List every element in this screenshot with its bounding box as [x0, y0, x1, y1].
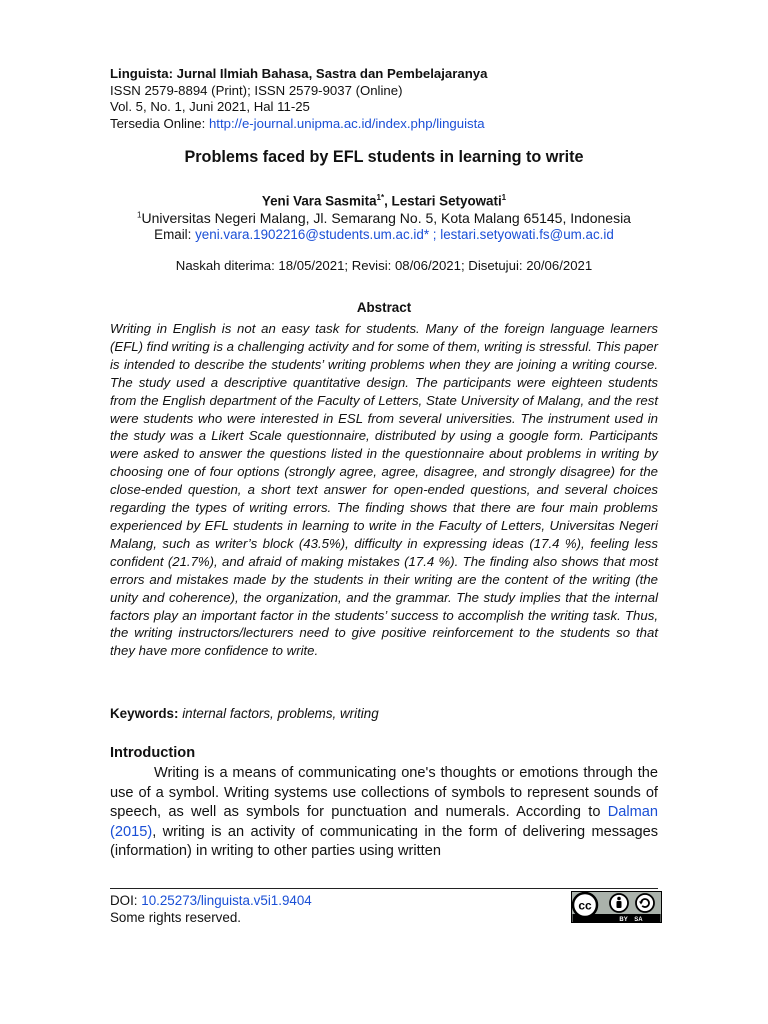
- footer-doi: [110, 892, 312, 926]
- affiliation-mark: 1: [137, 210, 142, 220]
- volume-info: Vol. 5, No. 1, Juni 2021, Hal 11-25: [110, 99, 310, 114]
- author-affiliation-mark: 1: [501, 193, 507, 202]
- journal-header: [110, 66, 487, 132]
- author-name: Yeni Vara Sasmita: [261, 193, 377, 209]
- abstract-heading: Abstract: [356, 300, 412, 315]
- online-label: Tersedia Online:: [110, 115, 209, 131]
- keywords: [110, 706, 379, 721]
- share-alike-icon: [636, 894, 654, 912]
- author-name: Lestari Setyowati: [391, 193, 502, 209]
- author-list: [0, 193, 768, 208]
- footer-divider: [110, 888, 658, 889]
- keywords-value: internal factors, problems, writing: [178, 706, 379, 721]
- email-separator: ;: [429, 227, 441, 242]
- license-badge-label: BY SA: [619, 916, 643, 923]
- email-label: Email:: [154, 227, 196, 242]
- doi-link[interactable]: 10.25273/linguista.v5i1.9404: [141, 893, 312, 908]
- submission-dates: Naskah diterima: 18/05/2021; Revisi: 08/06/2021; Disetujui: 20/06/2021: [175, 258, 593, 273]
- email-link[interactable]: yeni.vara.1902216@students.um.ac.id*: [195, 227, 430, 242]
- journal-name: Linguista: Jurnal Ilmiah Bahasa, Sastra dan Pembelajaranya: [110, 66, 488, 81]
- email-line: [0, 227, 768, 242]
- rights-statement: Some rights reserved.: [110, 910, 241, 925]
- paper-title: Problems faced by EFL students in learning to write: [184, 148, 584, 166]
- cc-icon: [573, 893, 597, 917]
- email-link[interactable]: lestari.setyowati.fs@um.ac.id: [440, 227, 614, 242]
- affiliation: [0, 210, 768, 226]
- citation-link[interactable]: Dalman (2015): [110, 804, 658, 840]
- attribution-icon: [610, 894, 628, 912]
- online-availability: [110, 116, 487, 133]
- author-affiliation-mark: 1*: [376, 193, 385, 202]
- journal-url-link[interactable]: http://e-journal.unipma.ac.id/index.php/linguista: [208, 115, 485, 131]
- introduction-heading: Introduction: [110, 745, 196, 761]
- introduction-text: [110, 764, 658, 862]
- abstract-text: Writing in English is not an easy task for students. Many of the foreign language learners (EFL) find writing is a challenging activity and for some of them, writing is stressful. This paper is intended to describe the students’ writing problems when they are joining a writing course. The study used a descriptive quantitative design. The participants were eighteen students from the English department of the Faculty of Letters, State University of Malang, and the rest were students who were interested in ESL from several universities. The instrument used in the study was a Likert Scale questionnaire, distributed by using a google form. Participants were asked to answer the questions listed in the questionnaire about problems in writing by choosing one of four options (strongly agree, agree, disagree, and strongly disagree) for the close-ended question, a short text answer for open-ended questions, and several choices regarding the types of writing errors. The finding shows that there are four main problems experienced by EFL students in learning to write in the Faculty of Letters, Universitas Negeri Malang, such as writer’s block (43.5%), difficulty in expressing ideas (17.4 %), feeling less confident (21.7%), and afraid of making mistakes (17.4 %). The finding also shows that most errors and mistakes made by the students in their writing are the content of the writing (the unity and coherence), the organization, and the grammar. The study implies that the internal factors play an important factor in the students’ success to accomplish the writing task. Thus, the writing instructors/lecturers need to give positive reinforcement to the students so that they have more confidence to write.: [110, 321, 658, 659]
- cc-by-sa-license-badge[interactable]: [571, 891, 662, 923]
- author-separator: ,: [384, 193, 392, 209]
- intro-text-part: , writing is an activity of communicating in the form of delivering messages (information) in writing to other parties using written: [110, 823, 658, 860]
- doi-label: DOI:: [110, 893, 142, 908]
- svg-text:cc: cc: [578, 898, 592, 913]
- intro-text-part: Writing is a means of communicating one's thoughts or emotions through the use of a symbol. Writing systems use collections of symbols to represent sounds of speech, as well as symbols for punctuation and numerals. According to: [110, 765, 658, 821]
- keywords-label: Keywords:: [110, 706, 179, 721]
- issn: ISSN 2579-8894 (Print); ISSN 2579-9037 (Online): [110, 82, 403, 98]
- affiliation-text: Universitas Negeri Malang, Jl. Semarang No. 5, Kota Malang 65145, Indonesia: [141, 210, 631, 226]
